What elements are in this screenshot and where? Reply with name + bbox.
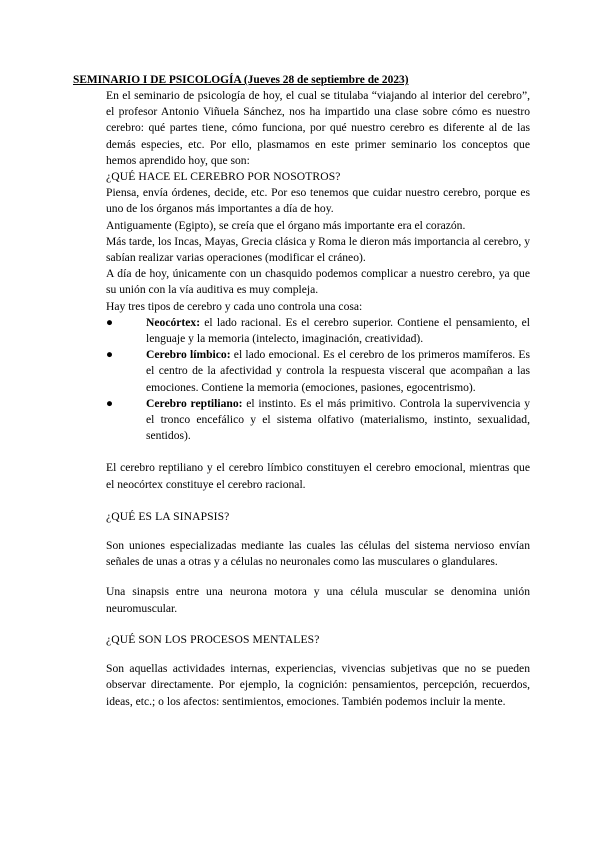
paragraph: A día de hoy, únicamente con un chasquido podemos complicar a nuestro cerebro, ya que su unión con la vía auditiva es muy compleja. <box>106 267 530 297</box>
bullet-text: el lado emocional. Es el cerebro de los primeros mamíferos. Es el centro de la afectividad y controla la respuesta visceral que acompañan a las emociones. Contiene la memoria (emociones, pasiones, egocentrismo). <box>146 348 530 394</box>
paragraph: Son aquellas actividades internas, experiencias, vivencias subjetivas que no se pueden observar directamente. Por ejemplo, la cognición: pensamientos, percepción, recuerdos, ideas, etc.; o los afectos: sentimientos, emociones. También podemos incluir la mente. <box>106 662 530 708</box>
bullet-icon: ● <box>106 348 114 362</box>
bullet-icon: ● <box>106 396 114 410</box>
paragraph: Una sinapsis entre una neurona motora y una célula muscular se denomina unión neuromuscular. <box>106 585 530 615</box>
bullet-icon: ● <box>106 315 114 329</box>
bullet-text: el lado racional. Es el cerebro superior. Contiene el pensamiento, el lenguaje y la memoria (intelecto, imaginación, creatividad). <box>146 315 530 346</box>
document-title: SEMINARIO I DE PSICOLOGÍA (Jueves 28 de septiembre de 2023) <box>73 74 409 86</box>
bullet-term: Neocórtex: <box>146 315 201 329</box>
bullet-item-limbic <box>106 347 530 396</box>
paragraph: Piensa, envía órdenes, decide, etc. Por eso tenemos que cuidar nuestro cerebro, porque es uno de los órganos más importantes a día de hoy. <box>106 186 530 216</box>
paragraph: El cerebro reptiliano y el cerebro límbico constituyen el cerebro emocional, mientras que el neocórtex constituye el cerebro racional. <box>106 461 530 491</box>
paragraph: Más tarde, los Incas, Mayas, Grecia clásica y Roma le dieron más importancia al cerebro, y sabían realizar varias operaciones (modificar el cráneo). <box>106 234 530 265</box>
bullet-term: Cerebro reptiliano: <box>146 396 243 410</box>
document-body <box>106 88 530 710</box>
bullet-text: el instinto. Es el más primitivo. Controla la supervivencia y el tronco encefálico y el sistema olfativo (materialismo, instinto, sexualidad, sentidos). <box>146 396 530 443</box>
bullet-item-neocortex <box>106 315 530 347</box>
paragraph: Son uniones especializadas mediante las cuales las células del sistema nervioso envían señales de unas a otras y a células no neuronales como las musculares o glandulares. <box>106 539 530 569</box>
paragraph: Antiguamente (Egipto), se creía que el órgano más importante era el corazón. <box>106 218 466 232</box>
section-heading-mental-processes: ¿QUÉ SON LOS PROCESOS MENTALES? <box>106 632 320 646</box>
intro-paragraph: En el seminario de psicología de hoy, el cual se titulaba “viajando al interior del cerebro”, el profesor Antonio Viñuela Sánchez, nos ha impartido una clase sobre cómo es nuestro cerebro: qué partes tiene, cómo funciona, por qué nuestro cerebro es diferente al de las demás especies, etc. Por ello, plasmamos en este primer seminario los conceptos que hemos aprendido hoy, que son: <box>106 89 530 167</box>
bullet-item-reptilian <box>106 396 530 445</box>
bullet-term: Cerebro límbico: <box>146 348 231 362</box>
paragraph: Hay tres tipos de cerebro y cada uno controla una cosa: <box>106 299 363 313</box>
section-heading-brain: ¿QUÉ HACE EL CEREBRO POR NOSOTROS? <box>106 170 341 184</box>
section-heading-synapse: ¿QUÉ ES LA SINAPSIS? <box>106 509 230 523</box>
